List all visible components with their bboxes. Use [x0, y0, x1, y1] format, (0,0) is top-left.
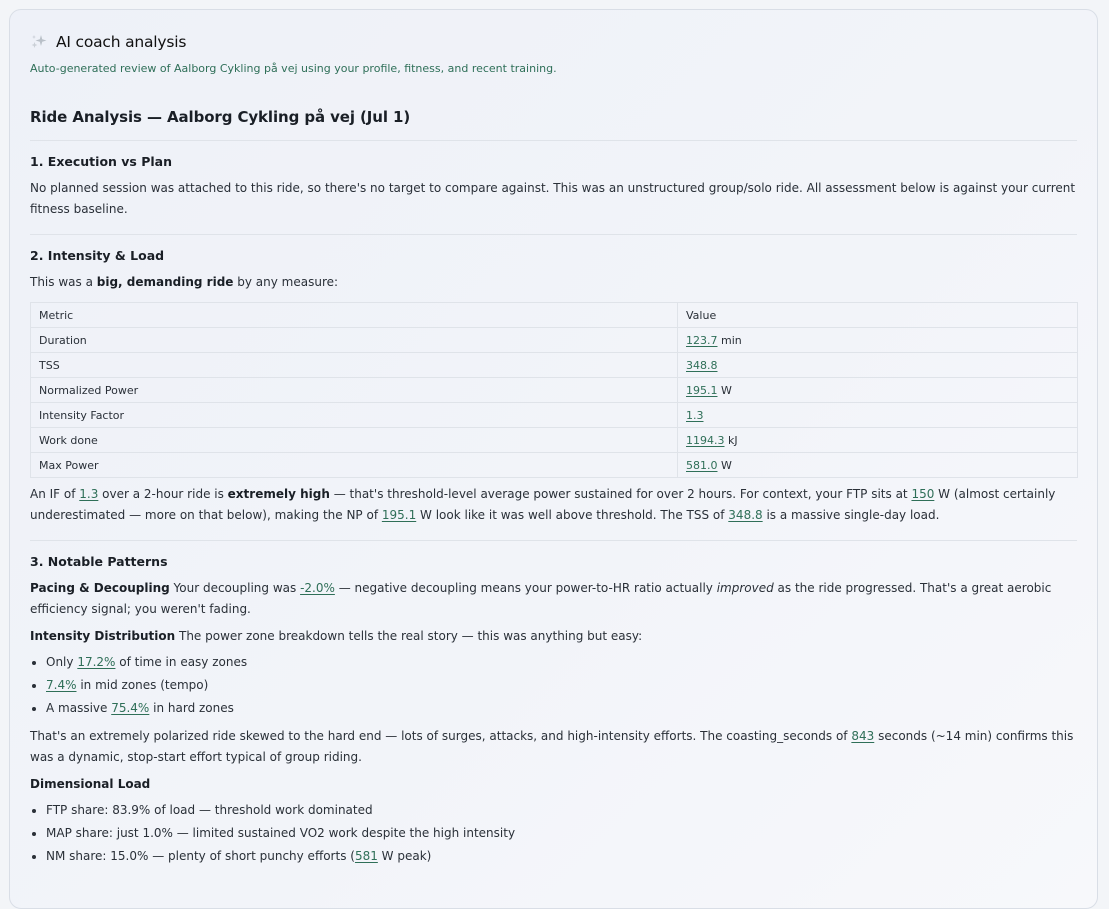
table-row	[31, 353, 1078, 378]
np-value-link[interactable]: 195.1	[381, 508, 417, 522]
card-header	[30, 32, 1077, 52]
metric-value-link[interactable]: 1194.3	[686, 433, 725, 447]
list-item: • A massive 75.4% in hard zones	[46, 697, 1077, 720]
value-cell: 581.0 W	[678, 453, 1078, 478]
list-item: • Only 17.2% of time in easy zones	[46, 651, 1077, 674]
divider	[30, 140, 1077, 141]
table-header-metric: Metric	[31, 303, 678, 328]
value-cell: 1194.3 kJ	[678, 428, 1078, 453]
decoupling-value-link[interactable]: -2.0%	[300, 581, 335, 595]
divider	[30, 234, 1077, 235]
distribution-paragraph: Intensity Distribution The power zone breakdown tells the real story — this was anything but easy:	[30, 629, 643, 643]
value-cell: 195.1 W	[678, 378, 1078, 403]
ai-coach-card	[9, 9, 1098, 909]
metric-value-link[interactable]: 195.1	[686, 383, 718, 397]
table-header-value: Value	[678, 303, 1078, 328]
list-item: • NM share: 15.0% — plenty of short punchy efforts (581 W peak)	[46, 845, 1077, 868]
zone-value-link[interactable]: 75.4%	[111, 701, 150, 715]
metric-value-link[interactable]: 581.0	[686, 458, 718, 472]
table-row	[31, 328, 1078, 353]
peak-value-link[interactable]: 581	[354, 849, 378, 863]
card-subtitle: Auto-generated review of Aalborg Cykling på vej using your profile, fitness, and recent training.	[30, 62, 557, 75]
divider	[30, 540, 1077, 541]
metric-value-link[interactable]: 123.7	[686, 333, 718, 347]
metric-cell: Duration	[31, 328, 678, 353]
value-cell	[678, 403, 1078, 428]
metrics-table	[30, 302, 1078, 478]
section-intensity-intro: This was a big, demanding ride by any measure:	[30, 275, 339, 289]
coasting-value-link[interactable]: 843	[851, 729, 875, 743]
section-intensity-title: 2. Intensity & Load	[30, 248, 165, 263]
section-patterns-title: 3. Notable Patterns	[30, 554, 168, 569]
intensity-summary: An IF of 1.3 over a 2-hour ride is extremely high — that's threshold-level average power sustained for over 2 hours. For context, your FTP sits at 150 W (almost certainly underestimated — more on that below), making the NP of 195.1 W look like it was well above threshold. The TSS of 348.8 is a massive single-day load.	[30, 487, 1056, 522]
ftp-value-link[interactable]: 150	[911, 487, 935, 501]
section-execution-title: 1. Execution vs Plan	[30, 154, 173, 169]
analysis-heading: Ride Analysis — Aalborg Cykling på vej (Jul 1)	[30, 108, 411, 126]
dimensional-list	[30, 799, 1077, 868]
dimensional-label: Dimensional Load	[30, 777, 151, 791]
sparkles-icon	[30, 33, 48, 51]
metric-cell: Work done	[31, 428, 678, 453]
metric-cell: Intensity Factor	[31, 403, 678, 428]
zone-value-link[interactable]: 17.2%	[77, 655, 116, 669]
metric-cell: TSS	[31, 353, 678, 378]
value-cell	[678, 353, 1078, 378]
card-title: AI coach analysis	[56, 33, 187, 51]
table-row	[31, 453, 1078, 478]
metric-cell: Max Power	[31, 453, 678, 478]
if-value-link[interactable]: 1.3	[79, 487, 99, 501]
metric-cell: Normalized Power	[31, 378, 678, 403]
tss-value-link[interactable]: 348.8	[728, 508, 763, 522]
analysis-content	[30, 108, 1077, 868]
list-item: • 7.4% in mid zones (tempo)	[46, 674, 1077, 697]
pacing-paragraph: Pacing & Decoupling Your decoupling was -2.0% — negative decoupling means your power-to-HR ratio actually improved as the ride progressed. That's a great aerobic efficiency signal; you weren't fading.	[30, 581, 1052, 616]
metric-value-link[interactable]: 1.3	[686, 408, 704, 422]
distribution-list	[30, 651, 1077, 720]
list-item: • MAP share: just 1.0% — limited sustained VO2 work despite the high intensity	[46, 822, 1077, 845]
section-execution-text: No planned session was attached to this ride, so there's no target to compare against. This was an unstructured group/solo ride. All assessment below is against your current fitness baseline.	[30, 181, 1076, 216]
table-row	[31, 403, 1078, 428]
polarized-paragraph: That's an extremely polarized ride skewed to the hard end — lots of surges, attacks, and high-intensity efforts. The coasting_seconds of 843 seconds (~14 min) confirms this was a dynamic, stop-start effort typical of group riding.	[30, 729, 1074, 764]
table-row	[31, 378, 1078, 403]
zone-value-link[interactable]: 7.4%	[46, 678, 77, 692]
table-header-row	[31, 303, 1078, 328]
value-cell: 123.7 min	[678, 328, 1078, 353]
table-row	[31, 428, 1078, 453]
list-item: • FTP share: 83.9% of load — threshold work dominated	[46, 799, 1077, 822]
metric-value-link[interactable]: 348.8	[686, 358, 718, 372]
